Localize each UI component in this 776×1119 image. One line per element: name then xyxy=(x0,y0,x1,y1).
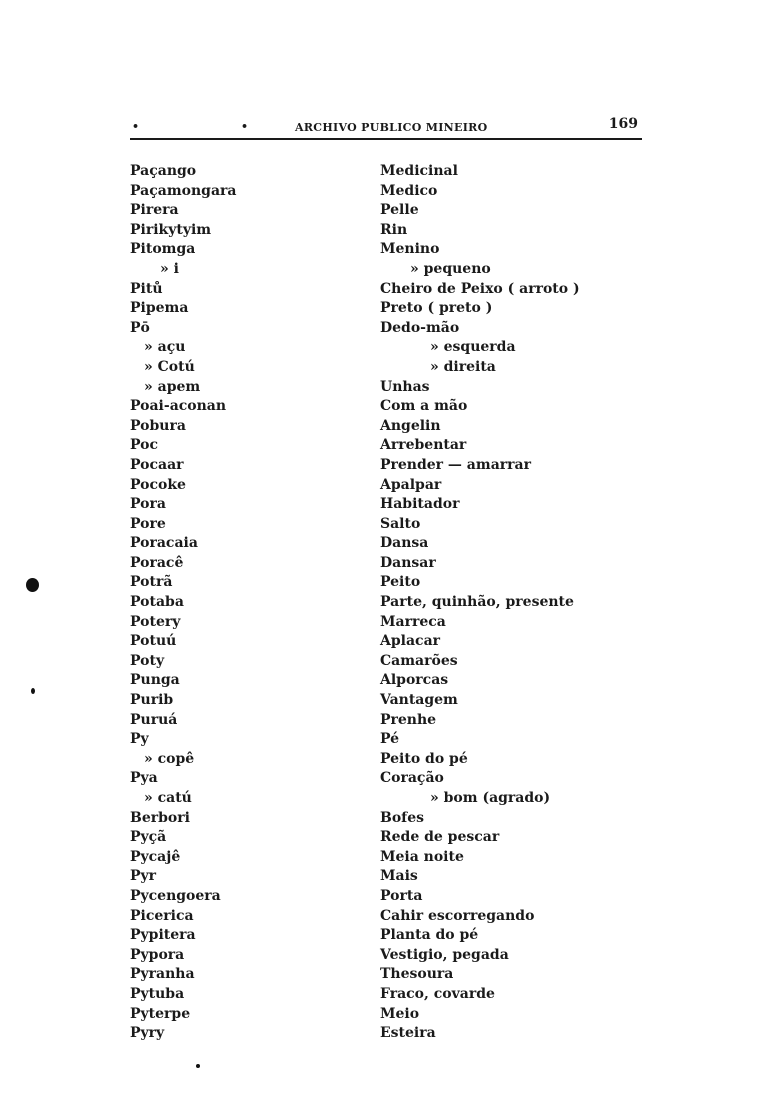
meaning-entry: Dansar xyxy=(380,554,436,571)
meaning-entry: Peito xyxy=(380,574,421,591)
meaning-entry: Thesoura xyxy=(380,966,454,983)
meaning-entry: Habitador xyxy=(380,496,460,513)
meaning-entry: Pelle xyxy=(380,202,419,219)
meaning-entry: Alporcas xyxy=(380,672,449,689)
ink-speck xyxy=(31,688,35,694)
meaning-entry: Esteira xyxy=(380,1025,436,1042)
ink-blot xyxy=(26,578,39,592)
tupi-word-entry: Pocoke xyxy=(130,476,186,493)
meaning-entry: Rin xyxy=(380,221,408,238)
tupi-word-entry: Pitů xyxy=(130,280,163,297)
header-mark-mid: • xyxy=(241,120,249,133)
meaning-entry: Porta xyxy=(380,887,423,904)
tupi-word-entry: Py xyxy=(130,731,149,748)
tupi-word-entry: Poracaia xyxy=(130,535,198,552)
tupi-word-entry: Pō xyxy=(130,319,150,336)
tupi-word-entry: » apem xyxy=(144,378,201,395)
meaning-entry: Medico xyxy=(380,182,438,199)
meaning-entry: Peito do pé xyxy=(380,750,468,767)
tupi-word-entry: Punga xyxy=(130,672,180,689)
meaning-entry: Aplacar xyxy=(380,633,441,650)
meaning-entry: Planta do pé xyxy=(380,927,479,944)
meaning-entry: Mais xyxy=(380,868,418,885)
tupi-word-entry: Pobura xyxy=(130,417,186,434)
meaning-entry: Medicinal xyxy=(380,163,458,179)
meaning-entry: Dansa xyxy=(380,535,429,552)
meaning-entry: Unhas xyxy=(380,378,430,395)
meaning-entry: Pé xyxy=(380,731,400,748)
meaning-entry: Meio xyxy=(380,1005,420,1022)
meaning-entry: Vantagem xyxy=(380,692,458,709)
meaning-entry: Com a mão xyxy=(380,398,468,415)
tupi-word-entry: Pyranha xyxy=(130,966,195,983)
meaning-entry: Parte, quinhão, presente xyxy=(380,594,574,611)
tupi-word-entry: Pypora xyxy=(130,946,185,963)
left-column-tupi-words xyxy=(130,162,360,1044)
tupi-word-entry: Pypitera xyxy=(130,927,196,944)
running-header xyxy=(130,116,642,136)
meaning-entry: Rede de pescar xyxy=(380,829,500,846)
ink-speck xyxy=(196,1064,200,1068)
meaning-entry: Dedo-mão xyxy=(380,319,460,336)
tupi-word-entry: Paçamongara xyxy=(130,182,237,199)
meaning-entry: Angelin xyxy=(380,417,441,434)
tupi-word-entry: Pycengoera xyxy=(130,887,221,904)
tupi-word-entry: Pyr xyxy=(130,868,157,885)
tupi-word-entry: Berbori xyxy=(130,809,190,826)
header-mark-left: • xyxy=(132,120,140,133)
page-number: 169 xyxy=(608,116,638,132)
meaning-entry: » bom (agrado) xyxy=(430,790,551,806)
tupi-word-entry: Poty xyxy=(130,652,165,669)
tupi-word-entry: » Cotú xyxy=(144,358,195,375)
tupi-word-entry: Poc xyxy=(130,437,159,454)
tupi-word-entry: Paçango xyxy=(130,163,197,179)
tupi-word-entry: Pytuba xyxy=(130,985,185,1002)
right-column-portuguese-meanings xyxy=(380,162,630,1044)
tupi-word-entry: » catú xyxy=(144,790,192,806)
tupi-word-entry: Poracê xyxy=(130,554,184,571)
meaning-entry: » esquerda xyxy=(430,339,516,356)
tupi-word-entry: Purib xyxy=(130,692,174,709)
tupi-word-entry: Pora xyxy=(130,496,166,513)
meaning-entry: Marreca xyxy=(380,613,446,630)
tupi-word-entry: Pocaar xyxy=(130,456,184,473)
tupi-word-entry: Pirera xyxy=(130,202,179,219)
meaning-entry: Prender — amarrar xyxy=(380,456,531,473)
meaning-entry: Coração xyxy=(380,770,444,787)
meaning-entry: Camarões xyxy=(380,652,458,669)
tupi-word-entry: » açu xyxy=(144,339,186,356)
meaning-entry: Vestigio, pegada xyxy=(380,946,509,963)
meaning-entry: » pequeno xyxy=(410,260,491,277)
header-title: ARCHIVO PUBLICO MINEIRO xyxy=(295,121,488,134)
tupi-word-entry: Pore xyxy=(130,515,166,532)
header-rule xyxy=(130,138,642,140)
meaning-entry: » direita xyxy=(430,358,496,375)
tupi-word-entry: Pyry xyxy=(130,1025,165,1042)
tupi-word-entry: Picerica xyxy=(130,907,194,924)
tupi-word-entry: Pitomga xyxy=(130,241,196,258)
tupi-word-entry: Potrã xyxy=(130,574,173,591)
tupi-word-entry: Potery xyxy=(130,613,181,630)
meaning-entry: Fraco, covarde xyxy=(380,985,495,1002)
tupi-word-entry: Pyterpe xyxy=(130,1005,191,1022)
tupi-word-entry: Pipema xyxy=(130,300,189,317)
tupi-word-entry: » copê xyxy=(144,750,195,767)
meaning-entry: Meia noite xyxy=(380,848,464,865)
meaning-entry: Prenhe xyxy=(380,711,437,728)
tupi-word-entry: Pycajê xyxy=(130,848,181,865)
meaning-entry: Cheiro de Peixo ( arroto ) xyxy=(380,280,580,297)
meaning-entry: Arrebentar xyxy=(380,437,467,454)
tupi-word-entry: Potuú xyxy=(130,633,177,650)
tupi-word-entry: Puruá xyxy=(130,711,178,728)
meaning-entry: Salto xyxy=(380,515,421,532)
tupi-word-entry: Pyçã xyxy=(130,829,167,846)
tupi-word-entry: » i xyxy=(160,260,179,277)
tupi-word-entry: Poai-aconan xyxy=(130,398,227,415)
tupi-word-entry: Pya xyxy=(130,770,158,787)
meaning-entry: Preto ( preto ) xyxy=(380,300,493,317)
meaning-entry: Menino xyxy=(380,241,440,258)
tupi-word-entry: Pirikytyim xyxy=(130,221,212,238)
meaning-entry: Cahir escorregando xyxy=(380,907,535,924)
meaning-entry: Bofes xyxy=(380,809,424,826)
tupi-word-entry: Potaba xyxy=(130,594,184,611)
meaning-entry: Apalpar xyxy=(380,476,442,493)
